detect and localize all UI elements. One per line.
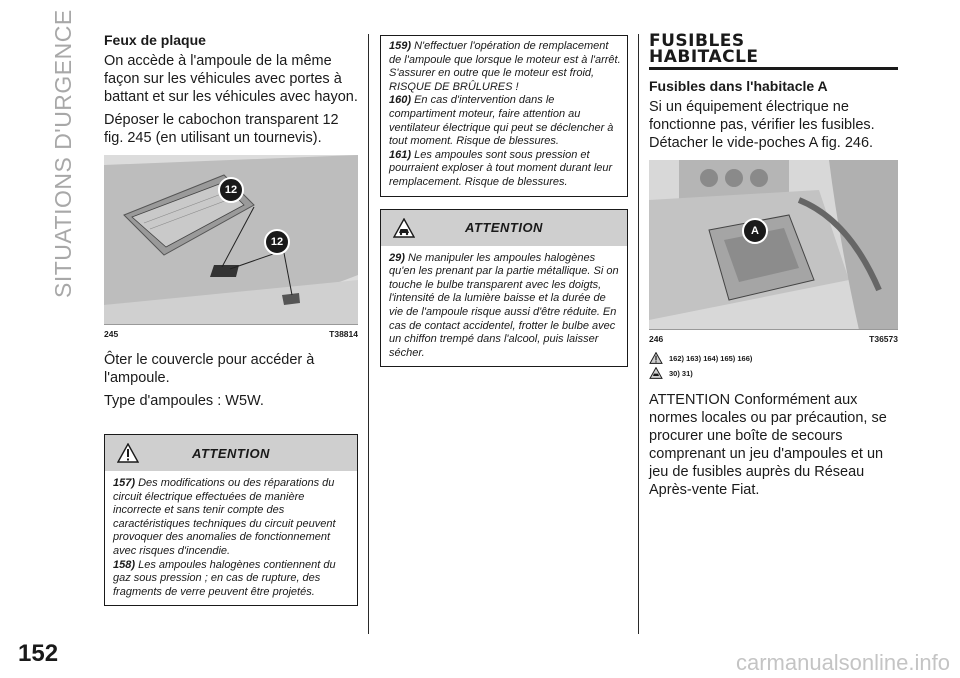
chapter-side-title: SITUATIONS D'URGENCE <box>50 9 76 298</box>
subheading-fusibles: Fusibles dans l'habitacle A <box>649 78 828 94</box>
section-heading-line: FUSIBLES <box>649 31 745 51</box>
warning-references: 162) 163) 164) 165) 166) <box>669 353 753 363</box>
figure-caption <box>649 334 898 344</box>
warning-triangle-icon <box>117 443 139 463</box>
paragraph: On accède à l'ampoule de la même façon sur les véhicules avec portes à battant et sur les véhicules avec hayon. <box>104 53 358 105</box>
page-number: 152 <box>18 640 59 667</box>
figure-number: 246 <box>649 334 664 344</box>
warning-box-attention <box>104 434 358 606</box>
warning-box-header <box>105 435 357 471</box>
paragraph: Si un équipement électrique ne fonctionne pas, vérifier les fusibles. Détacher le vide-poches A fig. 246. <box>649 99 875 151</box>
watermark: carmanualsonline.info <box>735 650 950 675</box>
callout-badge-12: 12 <box>264 229 290 255</box>
callout-badge-a: A <box>742 218 768 244</box>
column-1 <box>104 32 358 606</box>
note-text: Les ampoules halogènes contiennent du gaz sous pression ; en cas de rupture, des fragments de verre peuvent être projetés. <box>113 558 336 598</box>
column-divider-2 <box>638 34 639 634</box>
car-caution-icon <box>393 218 415 238</box>
column-3 <box>649 33 898 504</box>
caution-box-attention <box>380 209 628 368</box>
paragraph: Déposer le cabochon transparent 12 fig. 245 (en utilisant un tournevis). <box>104 112 339 146</box>
warning-title: ATTENTION <box>192 445 270 461</box>
paragraph: ATTENTION Conformément aux normes locales ou par précaution, se procurer une boîte de secours comprenant un jeu d'ampoules et un jeu de fusibles auprès du Réseau Après-vente Fiat. <box>649 392 887 498</box>
caution-title: ATTENTION <box>465 220 543 236</box>
caution-reference-line <box>649 367 898 379</box>
figure-code: T36573 <box>869 334 898 344</box>
note-text: Ne manipuler les ampoules halogènes qu'en les prenant par la partie métallique. Si on touche le bulbe transparent avec les doigts, l'intensité de la lumière baisse et la durée de vie de l'ampoule risque aussi d'être réduite. En cas de contact accidentel, frotter le bulbe avec un chiffon trempé dans l'alcool, puis laisser sécher. <box>389 251 619 359</box>
caution-body <box>381 246 627 367</box>
figure-246 <box>649 160 898 330</box>
caution-references: 30) 31) <box>669 368 693 378</box>
column-2 <box>380 35 628 367</box>
callout-badge-12: 12 <box>218 177 244 203</box>
warning-triangle-icon <box>649 352 663 364</box>
note-text: N'effectuer l'opération de remplacement de l'ampoule que lorsque le moteur est à l'arrêt. S'assurer en outre que le moteur est froid, RISQUE DE BRÛLURES ! <box>389 40 621 93</box>
note-number: 160) <box>389 94 412 107</box>
note-number: 157) <box>113 477 136 489</box>
car-caution-icon <box>649 367 663 379</box>
paragraph: Ôter le couvercle pour accéder à l'ampoule. <box>104 352 315 386</box>
note-text: Les ampoules sont sous pression et pourraient exploser à tout moment durant leur remplacement. Risque de blessures. <box>389 148 613 188</box>
note-number: 159) <box>389 40 412 52</box>
note-text: Des modifications ou des réparations du circuit électrique effectuées de manière incorrecte et sans tenir compte des caractéristiques techniques du circuit peuvent provoquer des anomalies de fonctionnement avec risques d'incendie. <box>113 477 336 557</box>
note-text: En cas d'intervention dans le compartiment moteur, faire attention au ventilateur électrique qui peut se déclencher à tout moment. Risque de blessures. <box>389 94 614 148</box>
heading-feux-de-plaque: Feux de plaque <box>104 32 206 48</box>
figure-caption <box>104 329 358 339</box>
figure-246-illustration <box>649 160 898 330</box>
paragraph: Type d'ampoules : W5W. <box>104 393 264 409</box>
column-divider-1 <box>368 34 369 634</box>
note-number: 29) <box>389 251 405 264</box>
warning-body <box>381 36 627 196</box>
figure-245 <box>104 155 358 325</box>
warning-reference-line <box>649 352 898 364</box>
note-number: 161) <box>389 148 412 161</box>
warning-box-continued <box>380 35 628 197</box>
section-heading <box>649 33 898 70</box>
figure-number: 245 <box>104 329 119 339</box>
warning-body <box>105 471 357 605</box>
section-heading-line: HABITACLE <box>649 47 759 67</box>
figure-code: T38814 <box>329 329 358 339</box>
note-number: 158) <box>113 558 136 571</box>
caution-box-header <box>381 210 627 246</box>
